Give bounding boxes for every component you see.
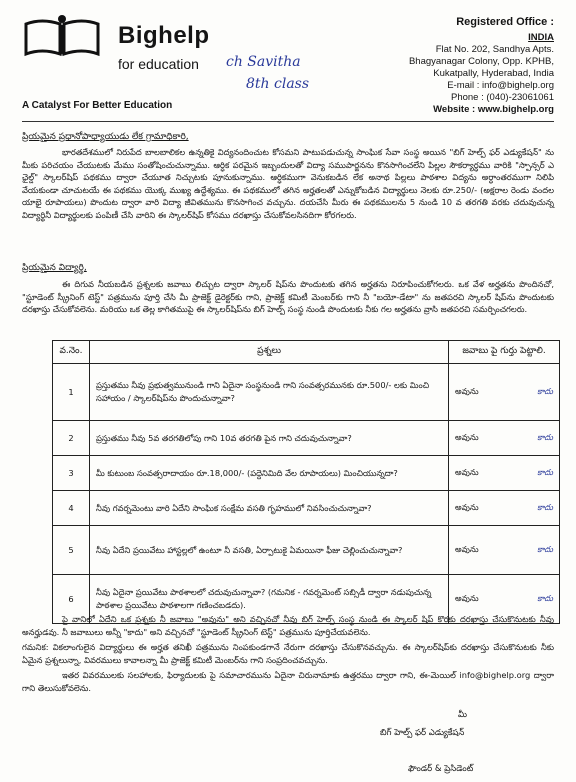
eligibility-paragraph: పై వానిలో ఏదేని ఒక ప్రశ్నకు నీ జవాబు "అవును" అని వచ్చినచో నీవు బిగ్ హెల్ప్ సంస్థ నుండి ఈ స్కాలర్ షిప్ కొరకు దరఖాస్తు చేసుకొనుటకు నీవు అనర్హుడవు. నీ జవాబులు అన్నీ "కాదు" అని వచ్చినచో "స్టూడెంట్ స్క్రీనింగ్ టెస్ట్" పత్రమును పూర్తిచేయవలెను. xyxy=(22,614,554,637)
question-text: నీవు ఏదేని ప్రయివేటు హాస్టల్లలో ఉంటూ నీ వసతి, ఏర్పాటుకై ఏమయినా ఫీజు చెల్లించుచున్నావా? xyxy=(90,526,449,575)
brand-name: Bighelp xyxy=(118,22,210,49)
no-option-marked[interactable]: కాదు xyxy=(537,431,553,442)
student-paragraph: ఈ దిగువ నీయబడిన ప్రశ్నలకు జవాబు లిచ్చుట ద్వారా స్కాలర్ షిప్‌ను పొందుటకు తగిన అర్హతను నిరూపించుకోగలరు. ఒక వేళ అర్హతను పొందినచో, "స్టూడెంట్ స్క్రీనింగ్ టెస్ట్" పత్రమును పూర్తి చేసి మీ ప్రాజెక్ట్ డైరెక్టర్‌కు గాని, ప్రాజెక్ట్ కమిటీ మెంబర్‌కు గాని నీ "బయో-డేటా" ను జతపరచి స్కాలర్ షిప్‌ను పొందుటకు దరఖాస్తు చేసుకోవలెను. మరియు ఒక తెల్ల కాగితముపై ఈ స్కాలర్‌షిప్‌ను బిగ్ హెల్ప్ సంస్థ నుండి పొందుటకు నీకు గల అర్హతను వ్రాసి జతపరచి సమర్పించగలరు. xyxy=(22,279,554,315)
contact-paragraph: ఇతర వివరములకు సలహాలకు, ఫిర్యాదులకు పై సమాచారమును ఏదైనా చిరునామాకు ఉత్తరము ద్వారా గాని, ఈ-మెయిల్ info@bighelp.org ద్వారా గాని తెలుసుకోవలెను. xyxy=(22,670,554,693)
office-line: Flat No. 202, Sandhya Apts. xyxy=(435,44,554,55)
no-option-marked[interactable]: కాదు xyxy=(537,543,553,554)
salutation-headmaster: ప్రియమైన ప్రధానోపాధ్యాయుడు లేక గ్రామాధికారి, xyxy=(22,132,189,142)
row-number: 5 xyxy=(53,526,90,575)
answer-cell[interactable] xyxy=(449,364,560,421)
book-pencil-logo-icon xyxy=(22,14,102,58)
row-number: 4 xyxy=(53,491,90,526)
office-line: Kukatpally, Hyderabad, India xyxy=(433,68,554,79)
table-row xyxy=(53,364,560,421)
question-text: ప్రస్తుతము నీవు ప్రభుత్వమునుండి గాని ఏదైనా సంస్థనుండి గాని సంవత్సరమునకు రూ.500/- లకు మించి సహాయం / స్కాలర్‌షిప్‌ను పొందుచున్నావా? xyxy=(90,364,449,421)
yes-option[interactable]: అవును xyxy=(455,501,479,512)
office-line: Bhagyanagar Colony, Opp. KPHB, xyxy=(408,56,554,67)
registered-office xyxy=(334,16,554,116)
yes-option[interactable]: అవును xyxy=(455,431,479,442)
question-text: నీవు గవర్నమెంటు వారి ఏదేని సాంఘిక సంక్షేమ వసతి గృహములో నివసించుచున్నావా? xyxy=(90,491,449,526)
office-title: Registered Office : xyxy=(456,16,554,28)
row-number: 1 xyxy=(53,364,90,421)
signature-prefix: మీ xyxy=(458,710,467,720)
signature-title: ఫౌండర్ & ప్రెసిడెంట్ xyxy=(408,764,474,774)
row-number: 2 xyxy=(53,421,90,456)
no-option-marked[interactable]: కాదు xyxy=(537,592,553,603)
eligibility-table xyxy=(52,340,560,624)
answer-cell[interactable] xyxy=(449,456,560,491)
table-row xyxy=(53,491,560,526)
table-header-row xyxy=(53,341,560,364)
note-paragraph: గమనిక: వికలాంగులైన విద్యార్థులు ఈ అర్హత తనిఖీ పత్రమును నింపకుండగానే నేరుగా దరఖాస్తు చేసుకొనవచ్చును. ఈ స్కాలర్‌షిప్‌కు దరఖాస్తు చేసుకొనుటకు నీకు ఏమైన ప్రశ్నలున్నా, వివరములు కావాలన్నా మీ ప్రాజెక్ట్ కమిటీ మెంబర్‌ను గాని సంప్రదించవచ్చును. xyxy=(22,642,554,665)
bighelp-logo xyxy=(22,14,102,58)
no-option-marked[interactable]: కాదు xyxy=(537,466,553,477)
col-number-header: వ.నెం. xyxy=(53,341,90,364)
table-row xyxy=(53,526,560,575)
row-number: 3 xyxy=(53,456,90,491)
office-phone: Phone : (040)-23061061 xyxy=(451,92,554,103)
no-option-marked[interactable]: కాదు xyxy=(537,501,553,512)
table-row xyxy=(53,421,560,456)
yes-option[interactable]: అవును xyxy=(455,385,479,396)
salutation-student: ప్రియమైన విద్యార్థి, xyxy=(22,263,87,273)
row-number: 6 xyxy=(53,575,90,624)
yes-option[interactable]: అవును xyxy=(455,466,479,477)
signature-organization: బిగ్ హెల్ప్ ఫర్ ఎడ్యుకేషన్ xyxy=(380,728,465,738)
question-text: నీవు ఏదైనా ప్రయివేటు పాఠశాలలో చదువుచున్నావా? (గమనిక - గవర్నమెంట్ సబ్సిడీ ద్వారా నడుపుచున్న పాఠశాల ప్రయివేటు పాఠశాలగా గణించబడదు). xyxy=(90,575,449,624)
handwritten-name: ch Savitha xyxy=(226,54,301,70)
table-row xyxy=(53,456,560,491)
yes-option[interactable]: అవును xyxy=(455,543,479,554)
col-questions-header: ప్రశ్నలు xyxy=(90,341,449,364)
office-website: Website : www.bighelp.org xyxy=(433,104,554,115)
question-text: మీ కుటుంబ సంవత్సరాదాయం రూ.18,000/- (పద్దెనిమిది వేల రూపాయలు) మించియున్నదా? xyxy=(90,456,449,491)
header-divider xyxy=(22,121,554,122)
answer-cell[interactable] xyxy=(449,421,560,456)
no-option-marked[interactable]: కాదు xyxy=(537,385,553,396)
tagline: A Catalyst For Better Education xyxy=(22,100,173,111)
intro-paragraph: భారతదేశములో నిరుపేద బాలబాలికల ఉన్నతికై విద్యనందించుట కోసమని పాటుపడుచున్న సాంఘిక సేవా సంస్థ అయిన "బిగ్ హెల్ప్ ఫర్ ఎడ్యుకేషన్" ను మీకు పరిచయం చేయుటకు మేము సంతోషించుచున్నాము. ఆర్ధిక పరమైన ఇబ్బందులతో విద్యా సముపార్జనను కొనసాగించలేని పిల్లల సౌకర్యార్ధము వారికి "స్పాన్సర్ ఎ ఛైల్డ్" స్కాలర్‌షిప్ పథకము ద్వారా చేయూత నిచ్చుటకు పూనుకున్నాము. ఆర్ధికముగా వెనుకబడిన లేక అనాథ పిల్లలు పాఠశాల విద్యను అర్ధాంతరముగా నిలిపి వేయకుండా చూచుటయే ఈ పథకము యొక్క ముఖ్య ఉద్దేశ్యము. ఈ పథకములో తగిన అర్హతలతో ఎన్నుకోబడిన విద్యార్థులు నెలకు రూ.250/- (అక్షరాల రెండు వందల యాభై రూపాయలు) పొందుట ద్వారా వారి విద్యా జీవితమును కొనసాగించ వచ్చును. దయచేసి మీరు ఈ పథకములను 5 నుండి 10 వ తరగతి వరకు చదువుచున్న విద్యార్థినీ విద్యార్థులకు పంపిణీ చేసి వారిని ఈ స్కాలర్‌షిప్ కోసము దరఖాస్తు చేసుకోవలసినదిగా కోరగలరు. xyxy=(22,147,554,220)
handwritten-class: 8th class xyxy=(246,76,310,92)
office-email: E-mail : info@bighelp.org xyxy=(447,80,554,91)
answer-cell[interactable] xyxy=(449,526,560,575)
brand-subtitle: for education xyxy=(118,56,199,72)
yes-option[interactable]: అవును xyxy=(455,592,479,603)
office-country: INDIA xyxy=(528,32,554,43)
col-answer-header: జవాబు పై గుర్తు పెట్టాలి. xyxy=(449,341,560,364)
answer-cell[interactable] xyxy=(449,491,560,526)
question-text: ప్రస్తుతము నీవు 5వ తరగతిలోపు గాని 10వ తరగతి పైన గాని చదువుచున్నావా? xyxy=(90,421,449,456)
